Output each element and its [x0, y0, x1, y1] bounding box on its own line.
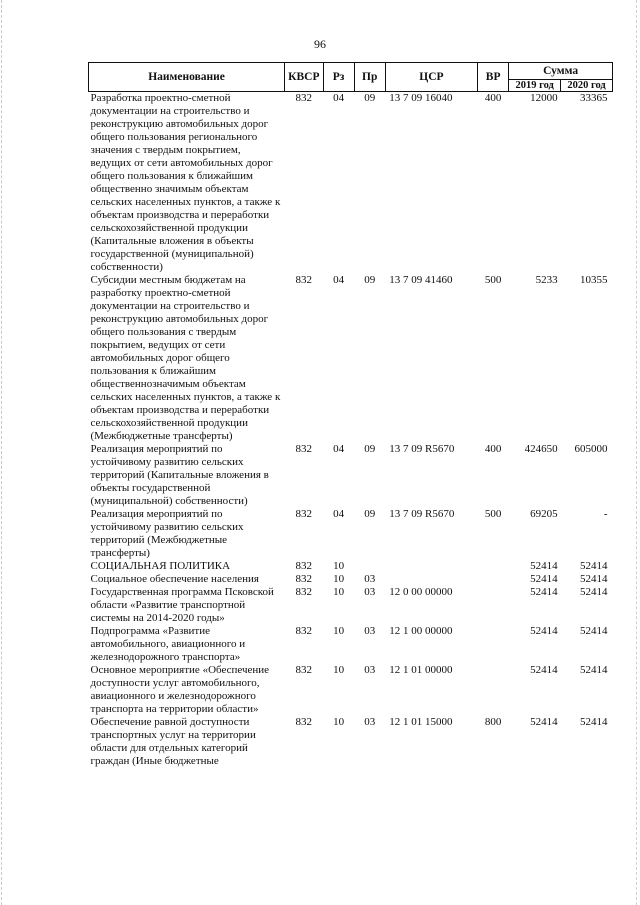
cell-vr [478, 573, 509, 586]
cell-name: Подпрограмма «Развитие автомобильного, авиационного и железнодорожного транспорта» [90, 625, 246, 663]
cell-sum-2020: - [603, 508, 608, 520]
cell-rz: 10 [333, 664, 345, 676]
cell-sum-2019: 52414 [530, 586, 558, 598]
cell-csr: 13 7 09 16040 [389, 92, 453, 104]
col-header-name: Наименование [89, 63, 285, 92]
table-row [89, 573, 613, 586]
scan-edge-left [1, 0, 2, 905]
cell-sum-2019: 12000 [530, 92, 558, 104]
cell-pr: 03 [364, 664, 376, 676]
col-header-2020: 2020 год [561, 80, 613, 92]
budget-table [88, 62, 613, 768]
col-header-2019: 2019 год [509, 80, 561, 92]
cell-vr [478, 664, 509, 716]
cell-rz: 10 [333, 625, 345, 637]
cell-rz: 10 [333, 716, 345, 728]
cell-name: СОЦИАЛЬНАЯ ПОЛИТИКА [90, 560, 231, 572]
table-row [89, 274, 613, 443]
cell-vr: 800 [484, 716, 502, 728]
cell-sum-2019: 52414 [530, 625, 558, 637]
cell-rz: 04 [333, 274, 345, 286]
col-header-sum: Сумма [509, 63, 613, 80]
table-row [89, 560, 613, 573]
cell-sum-2020: 52414 [580, 586, 608, 598]
cell-rz: 04 [333, 508, 345, 520]
cell-rz: 04 [333, 92, 345, 104]
cell-pr: 09 [364, 443, 376, 455]
cell-pr: 03 [364, 625, 376, 637]
table-header [89, 63, 613, 92]
cell-vr: 400 [484, 92, 502, 104]
cell-csr: 13 7 09 41460 [389, 274, 453, 286]
cell-rz: 04 [333, 443, 345, 455]
cell-sum-2019: 52414 [530, 716, 558, 728]
table-row [89, 508, 613, 560]
table-row [89, 586, 613, 625]
cell-pr: 03 [364, 716, 376, 728]
cell-csr [385, 560, 477, 573]
table-row [89, 625, 613, 664]
cell-kvsr: 832 [295, 716, 313, 728]
cell-sum-2019: 69205 [530, 508, 558, 520]
cell-pr [354, 560, 385, 573]
cell-csr: 12 1 01 15000 [389, 716, 453, 728]
cell-kvsr: 832 [295, 92, 313, 104]
cell-rz: 10 [333, 586, 345, 598]
table-row [89, 443, 613, 508]
table-row [89, 664, 613, 716]
cell-pr: 09 [364, 508, 376, 520]
cell-sum-2020: 52414 [580, 573, 608, 585]
page-number: 96 [314, 37, 326, 51]
cell-kvsr: 832 [295, 508, 313, 520]
cell-sum-2020: 52414 [580, 716, 608, 728]
col-header-kvsr: КВСР [285, 63, 323, 92]
cell-kvsr: 832 [295, 586, 313, 598]
cell-pr: 03 [364, 586, 376, 598]
cell-vr [478, 625, 509, 664]
cell-vr: 500 [484, 274, 502, 286]
cell-csr [385, 573, 477, 586]
cell-vr [478, 560, 509, 573]
cell-rz: 10 [333, 573, 345, 585]
cell-rz: 10 [333, 560, 345, 572]
scan-edge-right [636, 0, 637, 905]
cell-name: Реализация мероприятий по устойчивому развитию сельских территорий (Капитальные вложения в объекты государственной (муниципальной) собственности) [90, 443, 269, 507]
cell-sum-2020: 605000 [574, 443, 608, 455]
cell-pr: 03 [364, 573, 376, 585]
table-row [89, 92, 613, 275]
cell-name: Основное мероприятие «Обеспечение доступности услуг автомобильного, авиационного и железнодорожного транспорта на территории области» [90, 664, 270, 715]
cell-csr: 12 0 00 00000 [389, 586, 453, 598]
cell-sum-2020: 52414 [580, 664, 608, 676]
cell-sum-2019: 52414 [530, 560, 558, 572]
cell-sum-2020: 52414 [580, 625, 608, 637]
cell-kvsr: 832 [295, 560, 313, 572]
cell-name: Социальное обеспечение населения [90, 573, 259, 585]
cell-kvsr: 832 [295, 274, 313, 286]
table-row [89, 716, 613, 768]
col-header-pr: Пр [354, 63, 385, 92]
cell-kvsr: 832 [295, 664, 313, 676]
cell-kvsr: 832 [295, 573, 313, 585]
cell-pr: 09 [364, 92, 376, 104]
cell-csr: 12 1 00 00000 [389, 625, 453, 637]
cell-sum-2020: 10355 [580, 274, 608, 286]
cell-vr: 500 [484, 508, 502, 520]
cell-sum-2019: 52414 [530, 573, 558, 585]
cell-vr [478, 586, 509, 625]
cell-name: Реализация мероприятий по устойчивому развитию сельских территорий (Межбюджетные трансферты) [90, 508, 244, 559]
cell-csr: 13 7 09 R5670 [389, 443, 455, 455]
cell-sum-2019: 5233 [535, 274, 558, 286]
cell-sum-2019: 424650 [524, 443, 558, 455]
cell-name: Разработка проектно-сметной документации на строительство и реконструкцию автомобильных дорог общего пользования регионального значения с твердым покрытием, ведущих от сети автомобильных дорог общего пользования к ближайшим общественно значимым объектам сельских населенных пунктов, а также к объектам производства и переработки сельскохозяйственной продукции (Капитальные вложения в объекты государственной (муниципальной) собственности) [90, 92, 281, 273]
cell-name: Обеспечение равной доступности транспортных услуг на территории области для отдельных категорий граждан (Иные бюджетные [90, 716, 256, 767]
cell-sum-2020: 33365 [580, 92, 608, 104]
cell-sum-2019: 52414 [530, 664, 558, 676]
cell-vr: 400 [484, 443, 502, 455]
cell-kvsr: 832 [295, 625, 313, 637]
col-header-rz: Рз [323, 63, 354, 92]
cell-name: Субсидии местным бюджетам на разработку проектно-сметной документации на строительство и реконструкцию автомобильных дорог общего пользования с твердым покрытием, ведущих от сети автомобильных дорог общего пользования к ближайшим общественнозначимым объектам сельских населенных пунктов, а также к объектам производства и переработки сельскохозяйственной продукции (Межбюджетные трансферты) [90, 274, 281, 442]
cell-pr: 09 [364, 274, 376, 286]
col-header-csr: ЦСР [385, 63, 477, 92]
cell-csr: 12 1 01 00000 [389, 664, 453, 676]
cell-kvsr: 832 [295, 443, 313, 455]
cell-sum-2020: 52414 [580, 560, 608, 572]
cell-csr: 13 7 09 R5670 [389, 508, 455, 520]
cell-name: Государственная программа Псковской области «Развитие транспортной системы на 2014-2020 годы» [90, 586, 274, 624]
col-header-vr: ВР [478, 63, 509, 92]
